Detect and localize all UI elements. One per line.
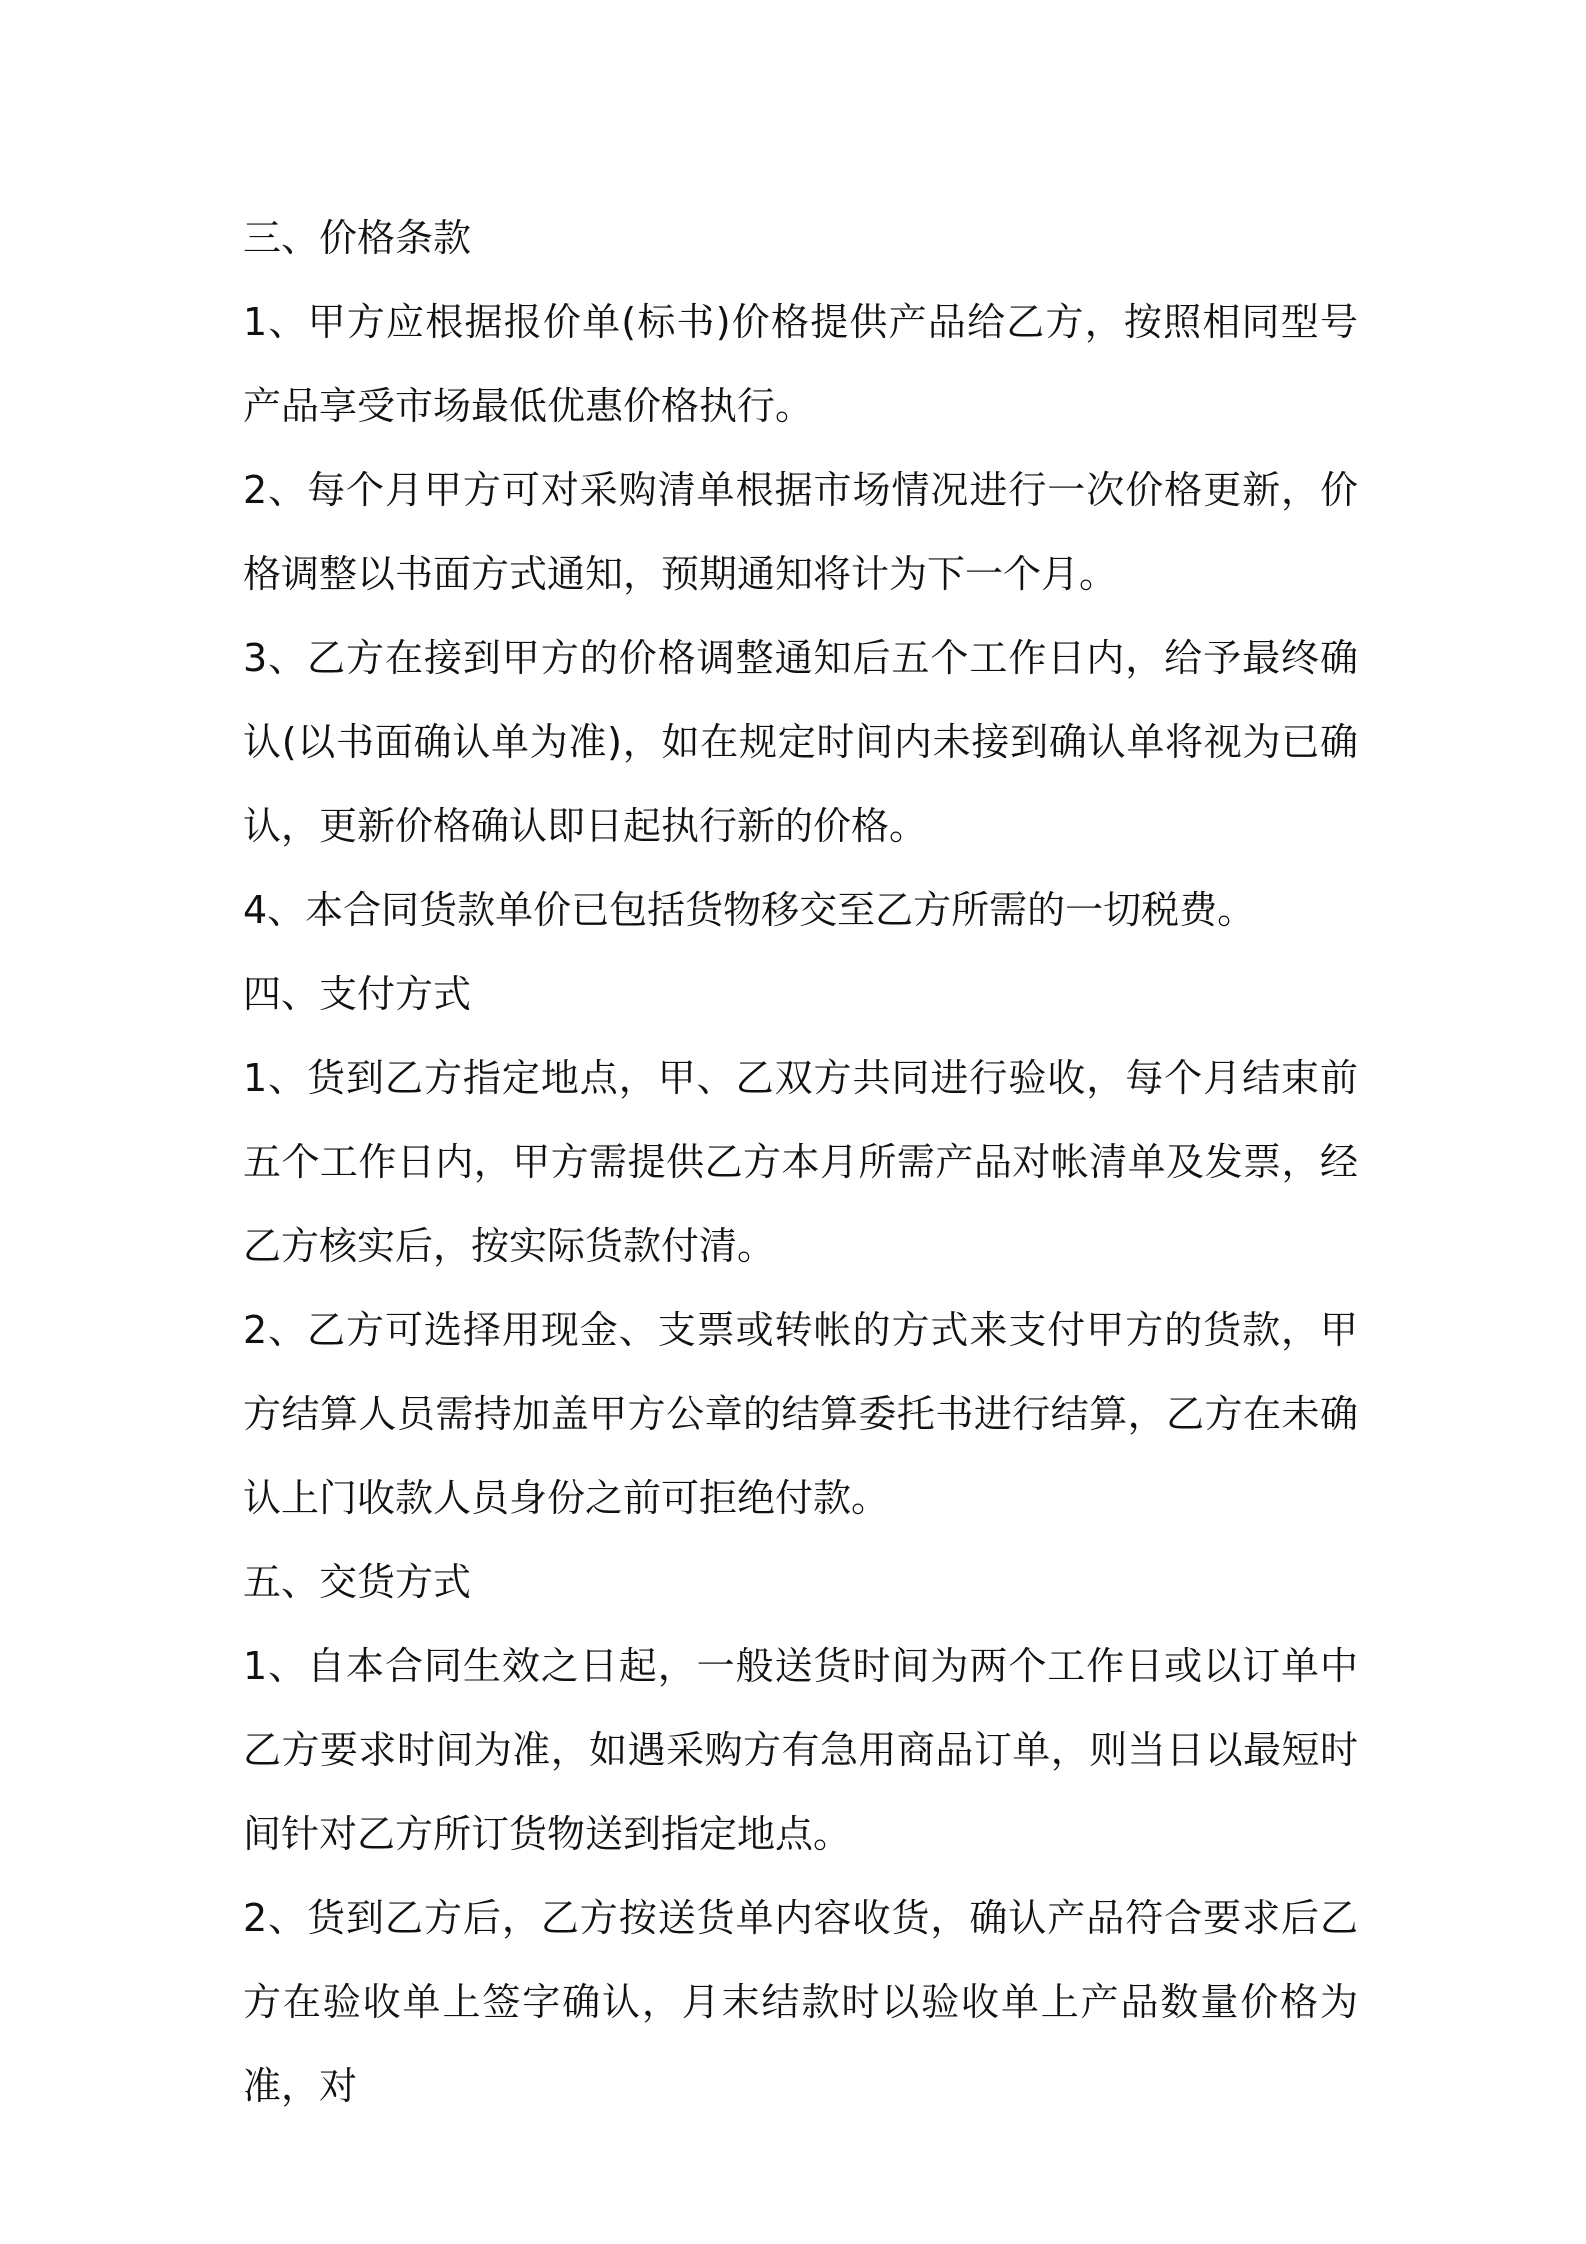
- payment-clause-2: 2、乙方可选择用现金、支票或转帐的方式来支付甲方的货款，甲方结算人员需持加盖甲方公章的结算委托书进行结算，乙方在未确认上门收款人员身份之前可拒绝付款。: [243, 1308, 1358, 1520]
- price-clause-1: 1、甲方应根据报价单(标书)价格提供产品给乙方，按照相同型号产品享受市场最低优惠价格执行。: [243, 300, 1358, 428]
- section-heading-delivery-method: 五、交货方式: [243, 1560, 472, 1604]
- document-body: [243, 196, 1358, 2128]
- section-heading-price-terms: 三、价格条款: [243, 216, 472, 260]
- section-heading-payment-method: 四、支付方式: [243, 972, 472, 1016]
- price-clause-3: 3、乙方在接到甲方的价格调整通知后五个工作日内，给予最终确认(以书面确认单为准)，如在规定时间内未接到确认单将视为已确认，更新价格确认即日起执行新的价格。: [243, 636, 1358, 848]
- delivery-clause-2: 2、货到乙方后，乙方按送货单内容收货，确认产品符合要求后乙方在验收单上签字确认，月末结款时以验收单上产品数量价格为准，对: [243, 1896, 1358, 2108]
- delivery-clause-1: 1、自本合同生效之日起，一般送货时间为两个工作日或以订单中乙方要求时间为准，如遇采购方有急用商品订单，则当日以最短时间针对乙方所订货物送到指定地点。: [243, 1644, 1358, 1856]
- price-clause-2: 2、每个月甲方可对采购清单根据市场情况进行一次价格更新，价格调整以书面方式通知，预期通知将计为下一个月。: [243, 468, 1358, 596]
- payment-clause-1: 1、货到乙方指定地点，甲、乙双方共同进行验收，每个月结束前五个工作日内，甲方需提供乙方本月所需产品对帐清单及发票，经乙方核实后，按实际货款付清。: [243, 1056, 1358, 1268]
- price-clause-4: 4、本合同货款单价已包括货物移交至乙方所需的一切税费。: [243, 888, 1256, 932]
